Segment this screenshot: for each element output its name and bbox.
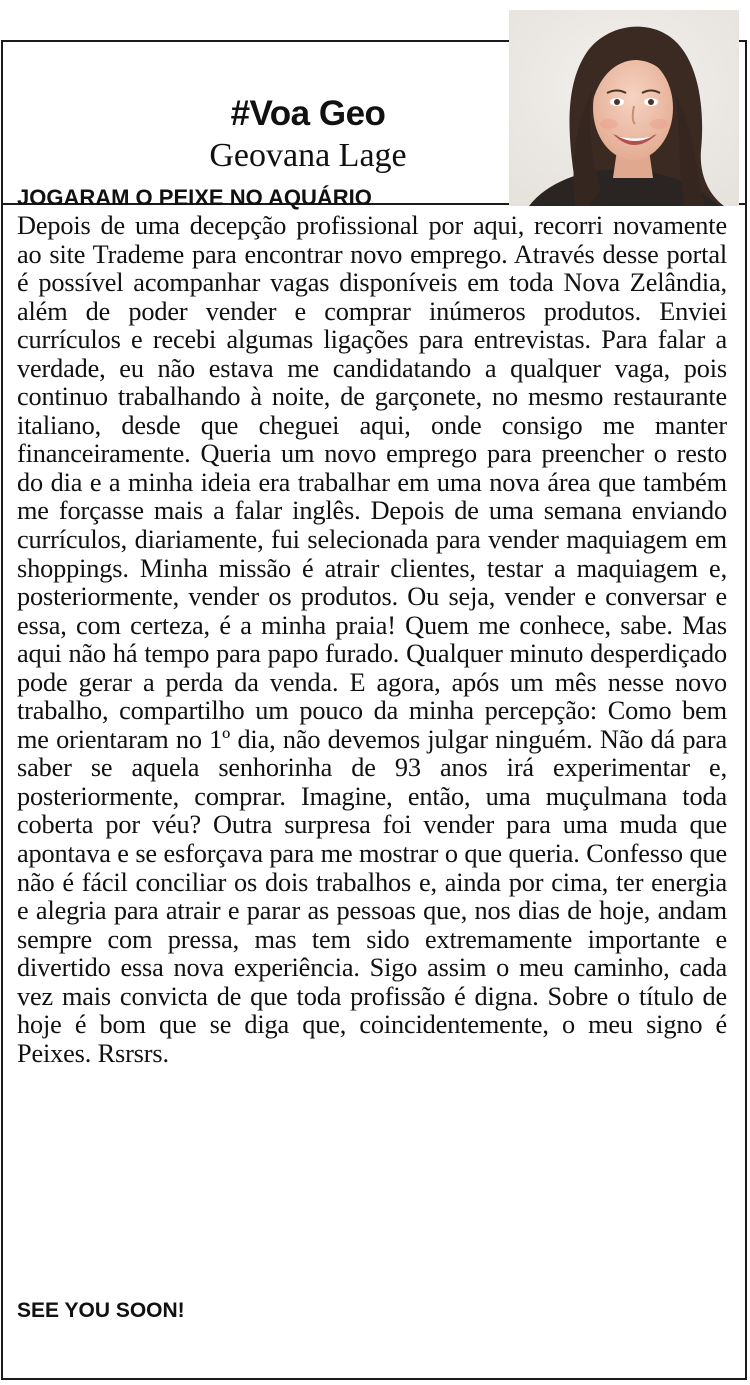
article-headline: JOGARAM O PEIXE NO AQUÁRIO — [17, 185, 372, 210]
column-title: #Voa Geo — [230, 94, 386, 133]
article-signoff: SEE YOU SOON! — [17, 1299, 185, 1322]
author-photo — [509, 10, 739, 206]
author-portrait-illustration — [509, 10, 739, 206]
author-name: Geovana Lage — [209, 137, 407, 174]
column-header — [3, 42, 745, 205]
article-body: Depois de uma decepção profissional por aqui, recorri novamente ao site Trademe para encontrar novo emprego. Através desse portal é possível acompanhar vagas disponíveis em toda Nova Zelândia, além de poder vender e comprar inúmeros produtos. Enviei currículos e recebi algumas ligações para entrevistas. Para falar a verdade, eu não estava me candidatando a qualquer vaga, pois continuo trabalhando à noite, de garçonete, no mesmo restaurante italiano, desde que cheguei aqui, onde consigo me manter financeiramente. Queria um novo emprego para preencher o resto do dia e a minha ideia era trabalhar em uma nova área que também me forçasse mais a falar inglês. Depois de uma semana enviando currículos, diariamente, fui selecionada para vender maquiagem em shoppings. Minha missão é atrair clientes, testar a maquiagem e, posteriormente, vender os produtos. Ou seja, vender e conversar e essa, com certeza, é a minha praia! Quem me conhece, sabe. Mas aqui não há tempo para papo furado. Qualquer minuto desperdiçado pode gerar a perda da venda. E agora, após um mês nesse novo trabalho, compartilho um pouco da minha percepção: Como bem me orientaram no 1º dia, não devemos julgar ninguém. Não dá para saber se aquela senhorinha de 93 anos irá experimentar e, posteriormente, comprar. Imagine, então, uma muçulmana toda coberta por véu? Outra surpresa foi vender para uma muda que apontava e se esforçava para me mostrar o que queria. Confesso que não é fácil conciliar os dois trabalhos e, ainda por cima, ter energia e alegria para atrair e parar as pessoas que, nos dias de hoje, andam sempre com pressa, mas tem sido extremamente importante e divertido essa nova experiência. Sigo assim o meu caminho, cada vez mais convicta de que toda profissão é digna. Sobre o título de hoje é bom que se diga que, coincidentemente, o meu signo é Peixes. Rsrsrs. — [17, 211, 727, 1068]
